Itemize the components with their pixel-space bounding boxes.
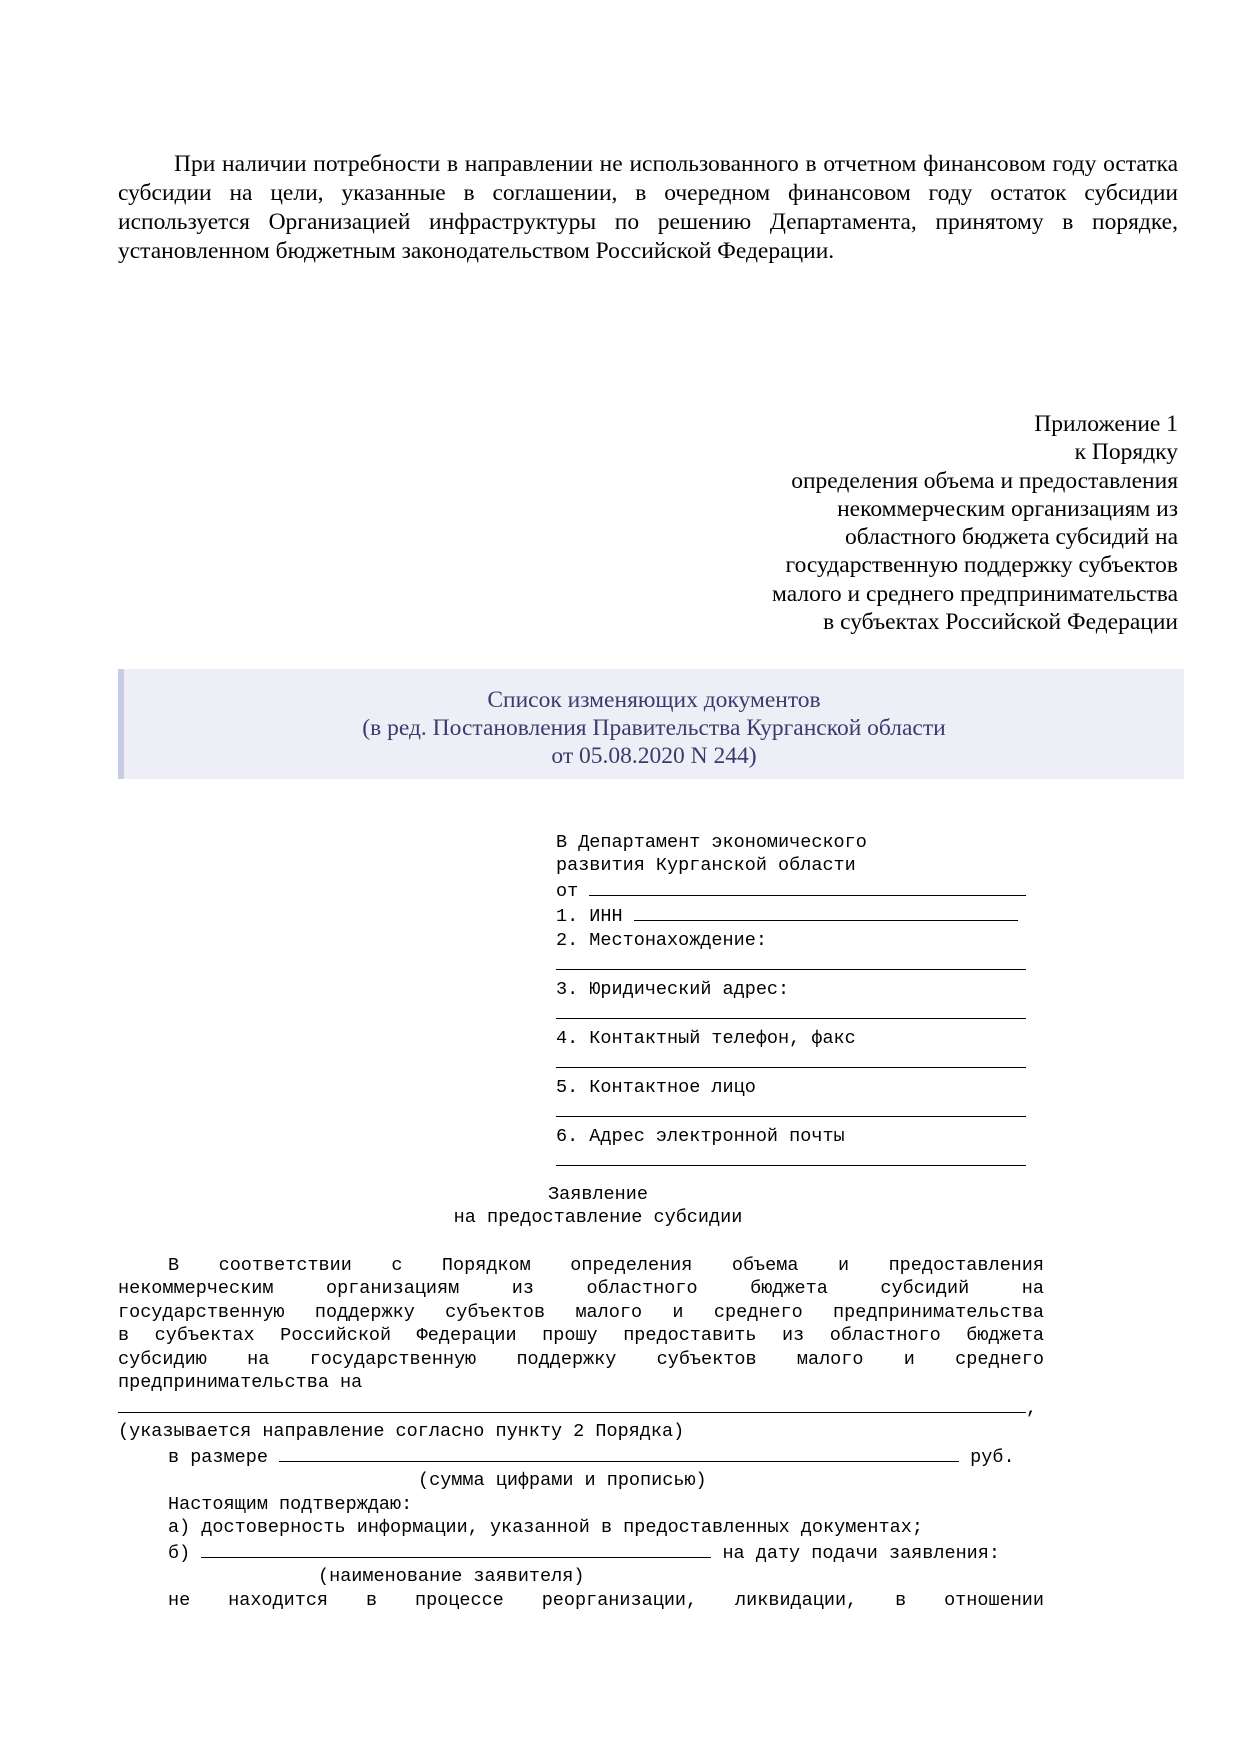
direction-blank: [118, 1395, 1026, 1413]
location-label: 2. Местонахождение:: [556, 929, 767, 951]
item-b-suffix: на дату подачи заявления:: [722, 1542, 1000, 1564]
confirm-line: Настоящим подтверждаю:: [168, 1493, 413, 1515]
appendix-line: государственную поддержку субъектов: [785, 552, 1178, 579]
from-blank: [589, 878, 1026, 896]
applicant-caption: (наименование заявителя): [318, 1566, 585, 1587]
appendix-line: к Порядку: [1074, 439, 1178, 466]
legal-address-blank: [556, 1001, 1026, 1019]
contact-blank: [556, 1099, 1026, 1117]
location-blank: [556, 952, 1026, 970]
statement-subtitle: на предоставление субсидии: [453, 1207, 743, 1228]
location-line: [556, 952, 1026, 978]
direction-line: [118, 1395, 1044, 1421]
changes-title: Список изменяющих документов: [487, 687, 821, 713]
body-line: в субъектах Российской Федерации прошу предоставить из областного бюджета: [118, 1325, 1044, 1346]
addressee-line: развития Курганской области: [556, 855, 856, 876]
comma: ,: [1026, 1397, 1038, 1419]
inn-blank: [634, 903, 1018, 921]
inn-label: 1. ИНН: [556, 906, 623, 927]
changes-line: (в ред. Постановления Правительства Курганской области: [362, 715, 946, 741]
appendix-line: Приложение 1: [1034, 411, 1178, 437]
appendix-line: малого и среднего предпринимательства: [772, 580, 1178, 607]
item-a: а) достоверность информации, указанной в предоставленных документах;: [168, 1517, 923, 1538]
statement-body: [118, 1230, 1044, 1636]
amount-line: [118, 1444, 1044, 1470]
statement-title: Заявление: [548, 1183, 648, 1205]
addressee-line: В Департамент экономического: [556, 831, 867, 853]
addressee-block: [556, 807, 1026, 1197]
item-b-line: [118, 1540, 1044, 1566]
item-b-prefix: б): [168, 1542, 191, 1564]
changes-box: [118, 669, 1184, 779]
amount-blank: [279, 1444, 959, 1462]
body-line: государственную поддержку субъектов малого и среднего предпринимательства: [118, 1301, 1044, 1323]
from-line: [556, 878, 1026, 904]
body-line: В соответствии с Порядком определения объема и предоставления: [168, 1254, 1044, 1276]
appendix-header: [618, 410, 1178, 636]
changes-line: от 05.08.2020 N 244): [551, 743, 757, 769]
body-line: субсидию на государственную поддержку субъектов малого и среднего: [118, 1348, 1044, 1370]
intro-paragraph: При наличии потребности в направлении не использованного в отчетном финансовом году остатка субсидии на цели, указанные в соглашении, в очередном финансовом году остаток субсидии используется Организацией инфраструктуры по решению Департамента, принятому в порядке, установленном бюджетным законодательством Российской Федерации.: [118, 151, 1178, 264]
body-line: предпринимательства на: [118, 1372, 363, 1393]
legal-address-label: 3. Юридический адрес:: [556, 978, 790, 1000]
direction-caption: (указывается направление согласно пункту 2 Порядка): [118, 1421, 685, 1442]
inn-line: [556, 903, 1026, 929]
appendix-line: определения объема и предоставления: [791, 467, 1178, 494]
phone-blank: [556, 1050, 1026, 1068]
appendix-line: в субъектах Российской Федерации: [823, 609, 1178, 636]
body-line: не находится в процессе реорганизации, ликвидации, в отношении: [168, 1589, 1044, 1611]
rub-label: руб.: [970, 1446, 1015, 1468]
body-line: некоммерческим организациям из областного бюджета субсидий на: [118, 1278, 1044, 1299]
contact-line: [556, 1099, 1026, 1125]
amount-caption: (сумма цифрами и прописью): [418, 1470, 707, 1491]
applicant-blank: [201, 1540, 711, 1558]
phone-label: 4. Контактный телефон, факс: [556, 1027, 856, 1049]
appendix-line: областного бюджета субсидий на: [845, 524, 1178, 551]
amount-label: в размере: [168, 1446, 268, 1468]
appendix-line: некоммерческим организациям из: [837, 495, 1178, 522]
from-label: от: [556, 880, 579, 902]
phone-line: [556, 1050, 1026, 1076]
contact-label: 5. Контактное лицо: [556, 1076, 756, 1098]
legal-address-line: [556, 1001, 1026, 1027]
email-label: 6. Адрес электронной почты: [556, 1125, 845, 1147]
